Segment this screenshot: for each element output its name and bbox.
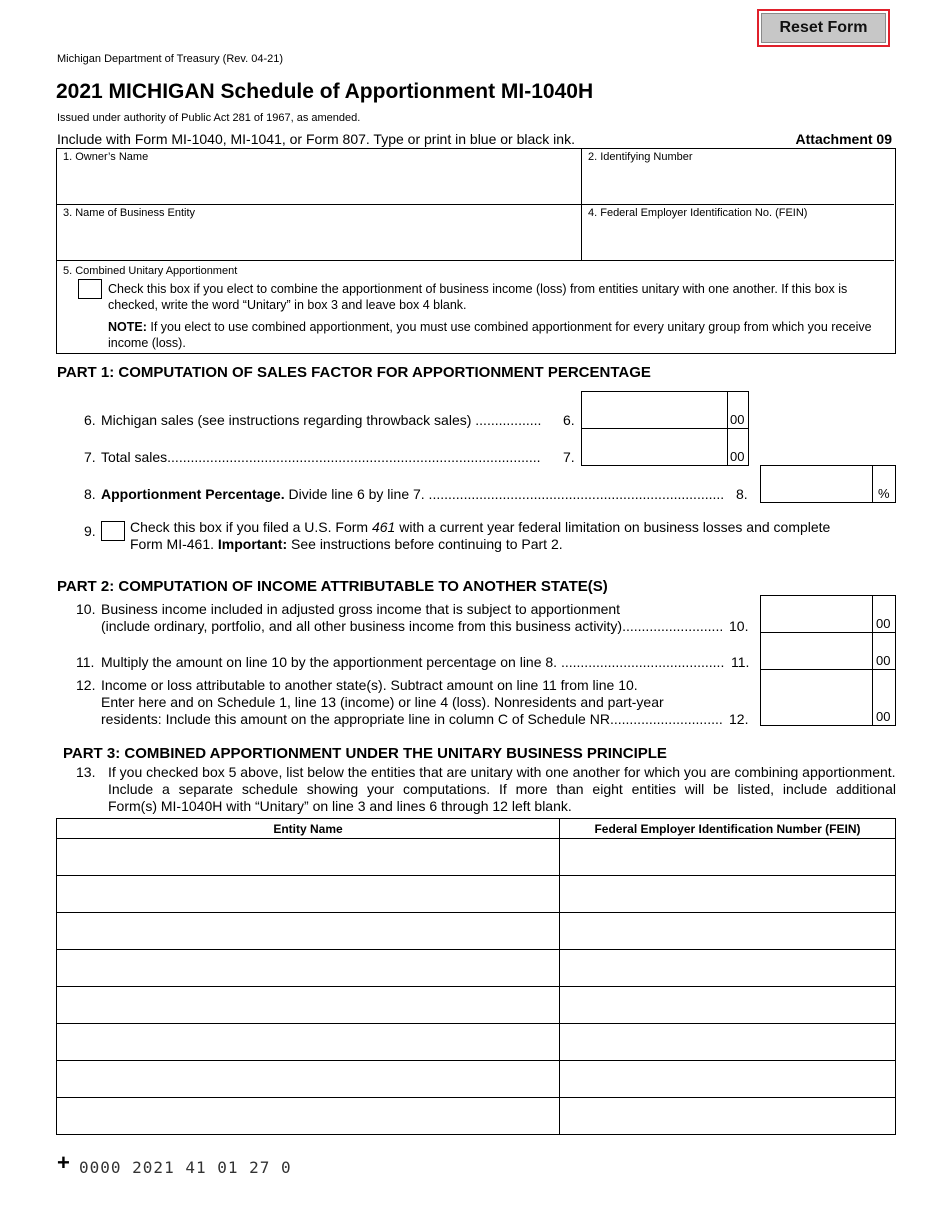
reset-button-frame bbox=[757, 9, 890, 47]
entity-name-input[interactable] bbox=[57, 1098, 560, 1135]
entity-fein-input[interactable] bbox=[560, 876, 896, 913]
line12-cents: 00 bbox=[876, 709, 891, 724]
owner-name-cell[interactable] bbox=[57, 149, 582, 205]
line9-text-a: Check this box if you filed a U.S. Form bbox=[130, 519, 372, 535]
line11-ref: 11. bbox=[731, 654, 750, 670]
line8-percentage-input[interactable] bbox=[760, 465, 873, 503]
line11-cents-box bbox=[872, 632, 896, 670]
entity-fein-input[interactable] bbox=[560, 913, 896, 950]
line10-cents-box bbox=[872, 595, 896, 633]
line8-ref: 8. bbox=[736, 486, 748, 502]
combined-unitary-text bbox=[108, 281, 847, 313]
line8-text bbox=[101, 486, 724, 502]
line10-amount-input[interactable] bbox=[760, 595, 873, 633]
fein-label: 4. Federal Employer Identification No. (FEIN) bbox=[588, 207, 808, 219]
entity-name-input[interactable] bbox=[57, 950, 560, 987]
line12-number: 12. bbox=[76, 677, 96, 693]
include-note: Include with Form MI-1040, MI-1041, or Form 807. Type or print in blue or black ink. bbox=[57, 131, 575, 147]
entity-fein-input[interactable] bbox=[560, 950, 896, 987]
entity-name-input[interactable] bbox=[57, 913, 560, 950]
line8-bold: Apportionment Percentage. bbox=[101, 486, 285, 502]
line10-cents: 00 bbox=[876, 616, 891, 631]
taxpayer-info-box bbox=[56, 148, 896, 354]
entity-name-input[interactable] bbox=[57, 839, 560, 876]
line7-ref: 7. bbox=[563, 449, 575, 465]
dept-revision: Michigan Department of Treasury (Rev. 04-21) bbox=[57, 53, 283, 65]
line12-text-line2: Enter here and on Schedule 1, line 13 (income) or line 4 (loss). Nonresidents and part-year bbox=[101, 694, 664, 710]
identifying-number-cell[interactable] bbox=[582, 149, 894, 205]
line9-form-number: 461 bbox=[371, 519, 396, 535]
line12-cents-box bbox=[872, 669, 896, 726]
line9-form461-checkbox[interactable] bbox=[101, 521, 125, 541]
entity-fein-input[interactable] bbox=[560, 1024, 896, 1061]
identifying-number-label: 2. Identifying Number bbox=[588, 151, 693, 163]
line9-text-d: See instructions before continuing to Part 2. bbox=[287, 536, 563, 552]
combined-text-line1: Check this box if you elect to combine the apportionment of business income (loss) from entities unitary with one another. If this box is bbox=[108, 282, 848, 296]
line8-rest: Divide line 6 by line 7. ............................................................................ bbox=[284, 486, 725, 502]
business-entity-cell[interactable] bbox=[57, 205, 582, 261]
entity-name-input[interactable] bbox=[57, 1024, 560, 1061]
table-row bbox=[57, 876, 896, 913]
line8-percent-box bbox=[872, 465, 896, 503]
line10-ref: 10. bbox=[729, 618, 749, 634]
line11-cents: 00 bbox=[876, 653, 891, 668]
line11-number: 11. bbox=[76, 654, 95, 670]
line6-text: Michigan sales (see instructions regarding throwback sales) ................. bbox=[101, 412, 542, 428]
attachment-number: Attachment 09 bbox=[795, 131, 892, 147]
combined-unitary-checkbox[interactable] bbox=[78, 279, 102, 299]
line8-number: 8. bbox=[84, 486, 96, 502]
table-row bbox=[57, 950, 896, 987]
line12-ref: 12. bbox=[729, 711, 749, 727]
reset-form-button[interactable]: Reset Form bbox=[761, 13, 886, 43]
part3-heading: PART 3: COMBINED APPORTIONMENT UNDER THE UNITARY BUSINESS PRINCIPLE bbox=[63, 745, 667, 762]
unitary-entities-table bbox=[56, 818, 896, 1135]
entity-name-input[interactable] bbox=[57, 876, 560, 913]
line13-text-line2: Include a separate schedule showing your computations. If more than eight entities will be listed, include additional bbox=[108, 781, 896, 797]
table-row bbox=[57, 913, 896, 950]
line12-text-line3: residents: Include this amount on the appropriate line in column C of Schedule NR............................. bbox=[101, 711, 723, 727]
line12-text bbox=[101, 677, 723, 728]
line7-cents: 00 bbox=[730, 449, 745, 464]
line6-cents: 00 bbox=[730, 412, 745, 427]
entity-name-input[interactable] bbox=[57, 987, 560, 1024]
fein-header: Federal Employer Identification Number (FEIN) bbox=[560, 819, 896, 839]
line8-percent-sign: % bbox=[878, 486, 890, 501]
line10-text-line2: (include ordinary, portfolio, and all other business income from this business activity).......................... bbox=[101, 618, 724, 634]
line6-amount-input[interactable] bbox=[581, 391, 728, 429]
line12-text-line1: Income or loss attributable to another state(s). Subtract amount on line 11 from line 10. bbox=[101, 677, 638, 693]
line10-text bbox=[101, 601, 723, 635]
combined-note bbox=[108, 319, 872, 351]
form-id-code: 0000 2021 41 01 27 0 bbox=[79, 1158, 292, 1177]
combined-unitary-label: 5. Combined Unitary Apportionment bbox=[63, 265, 238, 277]
part2-heading: PART 2: COMPUTATION OF INCOME ATTRIBUTABLE TO ANOTHER STATE(S) bbox=[57, 578, 608, 595]
part1-heading: PART 1: COMPUTATION OF SALES FACTOR FOR APPORTIONMENT PERCENTAGE bbox=[57, 364, 651, 381]
line13-number: 13. bbox=[76, 764, 96, 780]
line7-amount-input[interactable] bbox=[581, 428, 728, 466]
table-row bbox=[57, 1024, 896, 1061]
page-title: 2021 MICHIGAN Schedule of Apportionment MI-1040H bbox=[56, 80, 594, 103]
line13-text bbox=[108, 764, 896, 815]
entity-name-input[interactable] bbox=[57, 1061, 560, 1098]
line9-text bbox=[130, 519, 830, 553]
line7-number: 7. bbox=[84, 449, 96, 465]
line11-text: Multiply the amount on line 10 by the apportionment percentage on line 8. .......................................... bbox=[101, 654, 725, 670]
business-entity-label: 3. Name of Business Entity bbox=[63, 207, 196, 219]
combined-unitary-section bbox=[57, 261, 894, 351]
line10-number: 10. bbox=[76, 601, 96, 617]
entity-fein-input[interactable] bbox=[560, 1098, 896, 1135]
entity-fein-input[interactable] bbox=[560, 839, 896, 876]
combined-text-line2: checked, write the word “Unitary” in box 3 and leave box 4 blank. bbox=[108, 298, 467, 312]
owner-name-label: 1. Owner’s Name bbox=[63, 151, 149, 163]
line12-amount-input[interactable] bbox=[760, 669, 873, 726]
line9-number: 9. bbox=[84, 523, 96, 539]
authority-text: Issued under authority of Public Act 281 of 1967, as amended. bbox=[57, 112, 361, 124]
table-row bbox=[57, 987, 896, 1024]
entity-name-header: Entity Name bbox=[57, 819, 560, 839]
form-plus-mark: + bbox=[57, 1150, 70, 1175]
line13-text-line1: If you checked box 5 above, list below the entities that are unitary with one another for which you are combining apportionment. bbox=[108, 764, 896, 780]
entity-fein-input[interactable] bbox=[560, 1061, 896, 1098]
note-text-line1: If you elect to use combined apportionment, you must use combined apportionment for every unitary group from which you receive bbox=[146, 320, 872, 334]
line7-text: Total sales................................................................................................ bbox=[101, 449, 541, 465]
line9-text-b: with a current year federal limitation on business losses and complete bbox=[395, 519, 831, 535]
line10-text-line1: Business income included in adjusted gross income that is subject to apportionment bbox=[101, 601, 621, 617]
note-label: NOTE: bbox=[108, 320, 147, 334]
line6-ref: 6. bbox=[563, 412, 575, 428]
table-row bbox=[57, 1061, 896, 1098]
line7-cents-box bbox=[727, 428, 749, 466]
line9-important: Important: bbox=[217, 536, 288, 552]
fein-cell[interactable] bbox=[582, 205, 894, 261]
entity-fein-input[interactable] bbox=[560, 987, 896, 1024]
line6-cents-box bbox=[727, 391, 749, 429]
line6-number: 6. bbox=[84, 412, 96, 428]
table-row bbox=[57, 839, 896, 876]
table-row bbox=[57, 1098, 896, 1135]
line13-text-line3: Form(s) MI-1040H with “Unitary” on line 3 and lines 6 through 12 left blank. bbox=[108, 798, 572, 814]
note-text-line2: income (loss). bbox=[108, 336, 186, 350]
line9-text-c: Form MI-461. bbox=[130, 536, 218, 552]
line11-amount-input[interactable] bbox=[760, 632, 873, 670]
